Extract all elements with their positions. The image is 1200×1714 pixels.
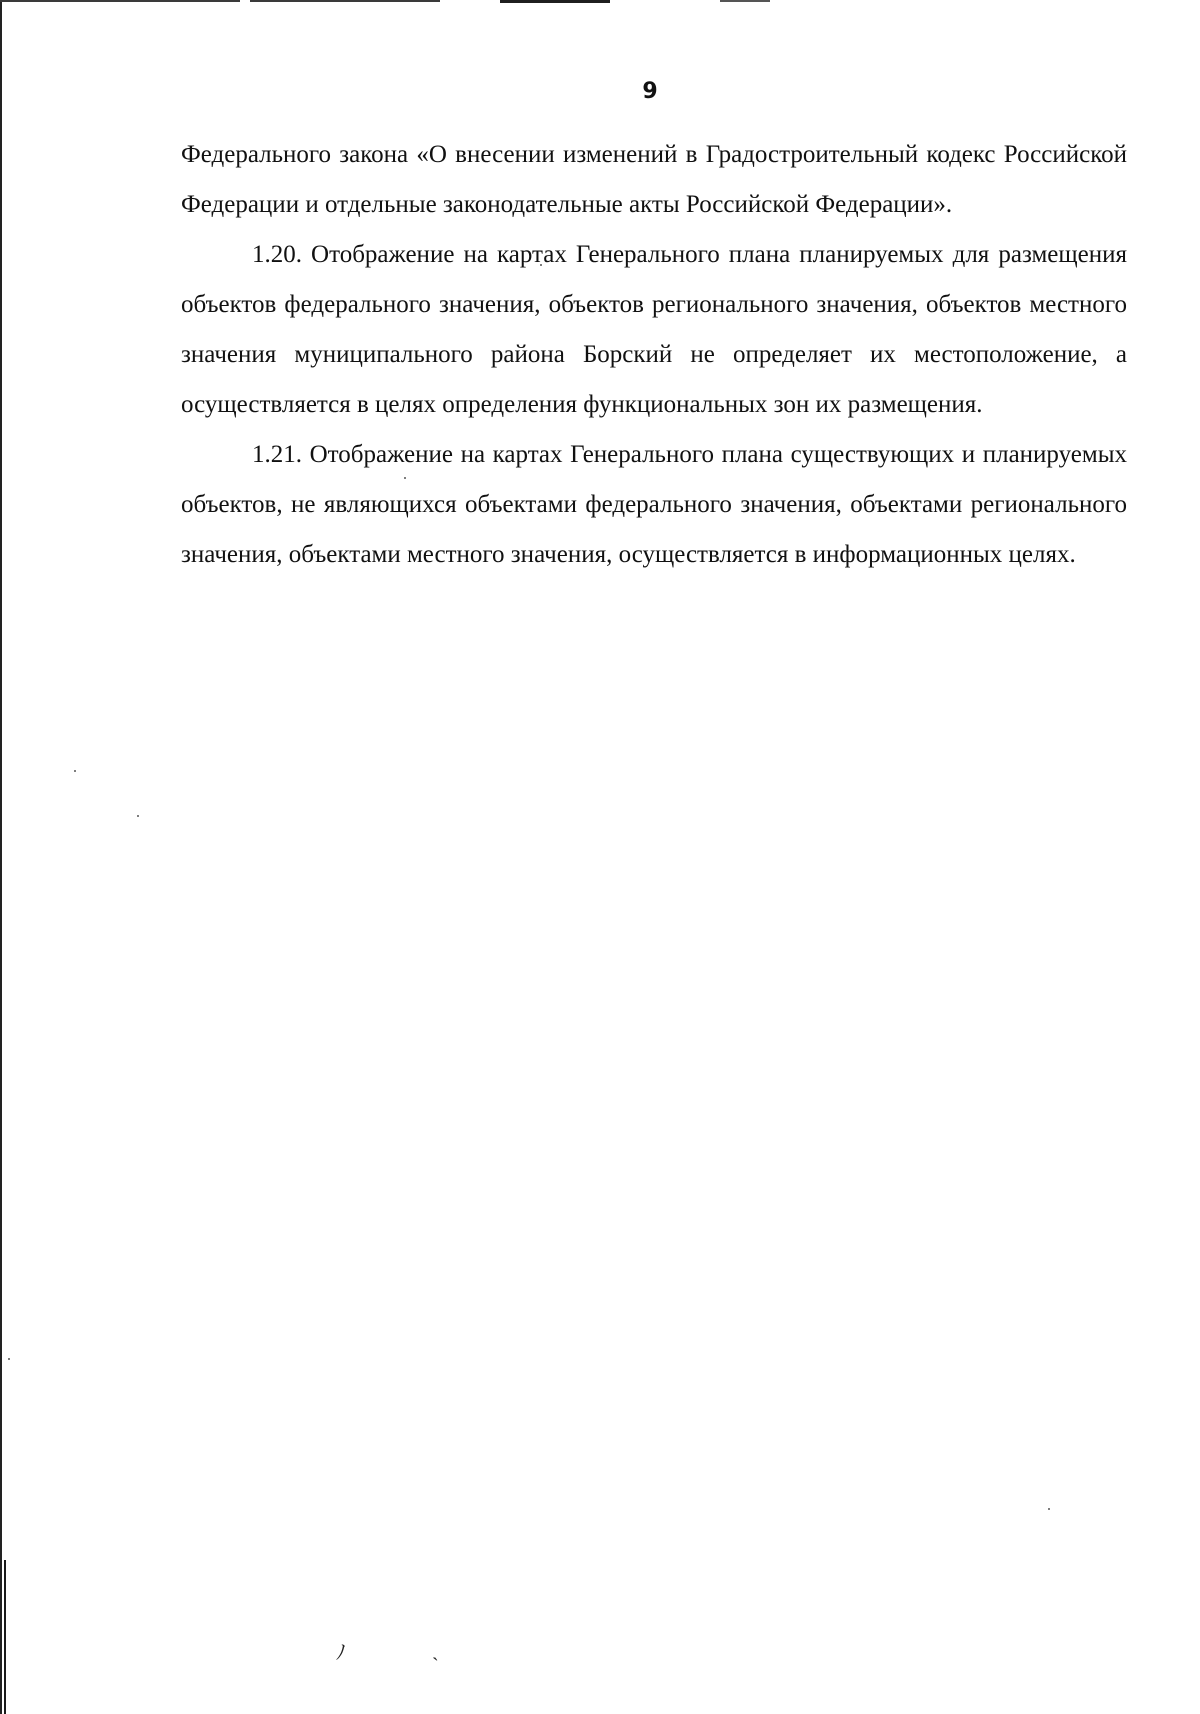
scan-speck <box>8 1358 10 1360</box>
scan-left-edge-mark <box>4 1560 6 1714</box>
scan-pen-mark: ˏ <box>432 1639 439 1661</box>
document-body <box>181 130 1127 580</box>
page-number: 9 <box>642 79 658 104</box>
scan-left-edge <box>0 0 2 1714</box>
scan-top-edge-mark <box>720 0 770 2</box>
scan-top-edge-mark <box>250 0 440 2</box>
paragraph-1-20: 1.20. Отображение на картах Генерального плана планируемых для размещения объектов федерального значения, объектов регионального значения, объектов местного значения муниципального района Борский не определяет их местоположение, а осуществляется в целях определения функциональных зон их размещения. <box>181 241 1127 418</box>
scan-top-edge-mark <box>0 0 240 2</box>
scan-speck <box>74 770 76 772</box>
scan-pen-mark: ﾉ <box>336 1642 346 1664</box>
paragraph-continuation: Федерального закона «О внесении изменений в Градостроительный кодекс Российской Федерации и отдельные законодательные акты Российской Федерации». <box>181 141 1127 218</box>
scan-speck <box>137 815 139 817</box>
paragraph-1-21: 1.21. Отображение на картах Генерального плана существующих и планируемых объектов, не являющихся объектами федерального значения, объектами регионального значения, объектами местного значения, осуществляется в информационных целях. <box>181 441 1127 568</box>
scan-speck <box>1048 1508 1050 1510</box>
scan-top-edge-mark <box>500 0 610 3</box>
